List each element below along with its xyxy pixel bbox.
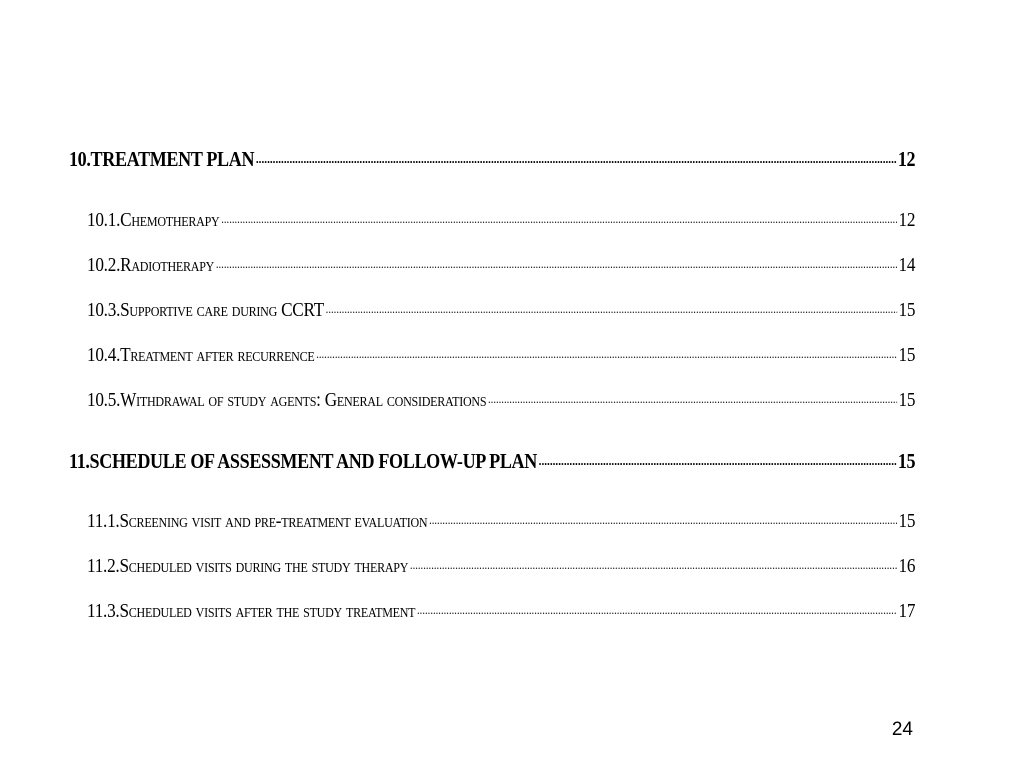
toc-entry-title: Treatment after recurrence (120, 344, 315, 366)
toc-entry-number: 10.2. (87, 254, 121, 276)
dot-leader (221, 206, 897, 226)
toc-entry-10-4[interactable] (87, 341, 915, 367)
toc-entry-number: 11. (69, 449, 90, 473)
toc-entry-page: 15 (898, 344, 916, 366)
toc-entry-10-2[interactable] (87, 251, 915, 277)
toc-entry-10-3[interactable] (87, 296, 915, 322)
toc-entry-page: 12 (898, 209, 916, 231)
dot-leader (216, 251, 897, 271)
toc-entry-title: Scheduled visits after the study treatment (119, 600, 416, 622)
toc-entry-number: 10.4. (87, 344, 121, 366)
toc-entry-number: 10.5. (87, 389, 121, 411)
toc-entry-number: 11.2. (87, 555, 120, 577)
dot-leader (326, 296, 897, 316)
toc-entry-title: Scheduled visits during the study therapy (119, 555, 409, 577)
toc-entry-page: 15 (898, 299, 916, 321)
toc-entry-page: 15 (897, 449, 916, 473)
toc-entry-page: 15 (898, 510, 916, 532)
toc-entry-11-2[interactable] (87, 552, 915, 578)
toc-entry-10[interactable] (69, 145, 915, 172)
dot-leader (417, 597, 897, 617)
toc-entry-page: 17 (898, 600, 916, 622)
dot-leader (256, 145, 896, 166)
toc-entry-page: 15 (898, 389, 916, 411)
toc-entry-page: 12 (897, 147, 916, 171)
toc-entry-title: Withdrawal of study agents: General considerations (120, 389, 487, 411)
toc-entry-title: Chemotherapy (120, 209, 220, 231)
toc-entry-title: Supportive care during CCRT (120, 299, 324, 321)
toc-entry-title: Radiotherapy (120, 254, 215, 276)
toc-entry-title: TREATMENT PLAN (90, 147, 255, 171)
toc-entry-number: 11.1. (87, 510, 120, 532)
dot-leader (410, 552, 897, 572)
toc-entry-number: 10.1. (87, 209, 121, 231)
toc-entry-page: 14 (898, 254, 916, 276)
toc-entry-10-1[interactable] (87, 206, 915, 232)
slide-number: 24 (891, 719, 913, 740)
dot-leader (539, 447, 897, 468)
dot-leader (316, 341, 897, 361)
toc-entry-number: 10.3. (87, 299, 121, 321)
toc-entry-11-1[interactable] (87, 507, 915, 533)
toc-entry-number: 11.3. (87, 600, 120, 622)
toc-entry-title: Screening visit and pre-treatment evaluation (119, 510, 428, 532)
toc-entry-11-3[interactable] (87, 597, 915, 623)
toc-entry-page: 16 (898, 555, 916, 577)
toc-entry-title: SCHEDULE OF ASSESSMENT AND FOLLOW-UP PLAN (89, 449, 537, 473)
toc-entry-number: 10. (69, 147, 91, 171)
dot-leader (488, 386, 897, 406)
toc-entry-11[interactable] (69, 447, 915, 474)
toc-entry-10-5[interactable] (87, 386, 915, 412)
dot-leader (429, 507, 897, 527)
